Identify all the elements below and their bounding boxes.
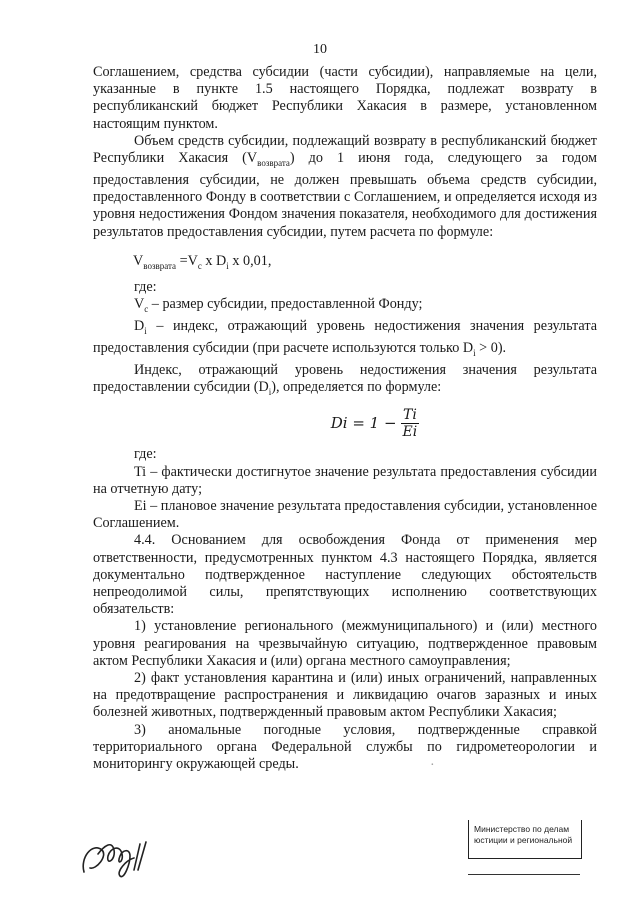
- paragraph-index: [93, 362, 597, 401]
- text: Объем средств субсидии, подлежащий возврату в республиканский бюджет Республики Хакасия (V: [93, 132, 597, 167]
- page-number: 10: [313, 42, 327, 57]
- list-item-1: 1) установление регионального (межмуниципального) и (или) местного уровня реагирования на чрезвычайную ситуацию, подтвержденное правовым актом Республики Хакасия и (или) органа местного самоуправления;: [93, 618, 597, 669]
- text: > 0).: [475, 340, 507, 357]
- denominator: Ei: [402, 424, 418, 441]
- definition-vc: [93, 296, 597, 318]
- numerator: Ti: [402, 407, 417, 424]
- subscript: возврата: [257, 157, 290, 168]
- formula-lhs: Di = 1 −: [330, 414, 397, 433]
- symbol: D: [134, 318, 145, 335]
- text: ), определяется по формуле:: [271, 379, 442, 396]
- text: – размер субсидии, предоставленной Фонду;: [148, 296, 423, 313]
- subscript: c: [144, 303, 149, 314]
- paragraph-refund-volume: [93, 133, 597, 241]
- symbol: =V: [176, 252, 198, 269]
- where-label-2: где:: [134, 446, 157, 463]
- subscript: i: [144, 325, 147, 336]
- stamp-text: [474, 824, 572, 846]
- list-item-3: 3) аномальные погодные условия, подтвержденные справкой территориального органа Федеральной службы по гидрометеорологии и мониторингу окружающей среды.: [93, 721, 597, 773]
- signature-icon: [78, 820, 168, 890]
- text: Индекс, отражающий уровень недостижения значения результата предоставлении субсидии (D: [93, 362, 597, 396]
- registration-stamp: [468, 820, 580, 882]
- formula-refund: [93, 253, 597, 275]
- list-item-2: 2) факт установления карантина и (или) иных ограничений, направленных на предотвращение распространения и ликвидацию очагов заразных и иных болезней животных, подтвержденный правовым актом Республики Хакасия;: [93, 670, 597, 721]
- paragraph-continuation: Соглашением, средства субсидии (части субсидии), направляемые на цели, указанные в пункте 1.5 настоящего Порядка, подлежат возврату в республиканский бюджет Республики Хакасия в размере, установленном настоящим пунктом.: [93, 64, 597, 132]
- symbol: x 0,01,: [228, 252, 272, 269]
- symbol: x D: [201, 252, 227, 269]
- paragraph-4-4: 4.4. Основанием для освобождения Фонда от применения мер ответственности, предусмотренных пунктом 4.3 настоящего Порядка, является документально подтвержденное наступление следующих обстоятельств непреодолимой силы, препятствующих исполнению соответствующих обязательств:: [93, 532, 597, 618]
- subscript: i: [226, 260, 229, 271]
- subscript: i: [473, 347, 476, 358]
- fraction: [401, 407, 420, 440]
- text: – индекс, отражающий уровень недостижения значения результата предоставления субсидии (при расчете используются только D: [93, 318, 597, 357]
- margin-mark: ·: [430, 758, 435, 773]
- where-label-1: где:: [134, 278, 157, 295]
- document-body: [93, 64, 597, 773]
- text: ) до 1 июня года, следующего за годом предоставления субсидии, не должен превышать объема средств субсидии, предоставленного Фонду в соответствии с Соглашением, и определяется исходя из уровня недостижения Фондом значения показателя, необходимого для достижения результатов предоставления субсидии, путем расчета по формуле:: [93, 150, 597, 240]
- definition-di: [93, 318, 597, 362]
- formula-index: [93, 407, 597, 440]
- stamp-line-1: Министерство по делам: [474, 824, 570, 834]
- stamp-underline: [468, 874, 580, 875]
- symbol: V: [133, 252, 144, 269]
- symbol: V: [134, 296, 145, 313]
- definition-ti: Ti – фактически достигнутое значение результата предоставления субсидии на отчетную дату;: [93, 463, 597, 497]
- subscript: i: [268, 387, 272, 398]
- subscript: возврата: [143, 260, 177, 271]
- definition-ei: Ei – плановое значение результата предоставления субсидии, установленное Соглашением.: [93, 498, 598, 532]
- subscript: c: [197, 260, 202, 271]
- stamp-line-2: юстиции и региональной: [474, 835, 573, 845]
- signature: [78, 820, 168, 895]
